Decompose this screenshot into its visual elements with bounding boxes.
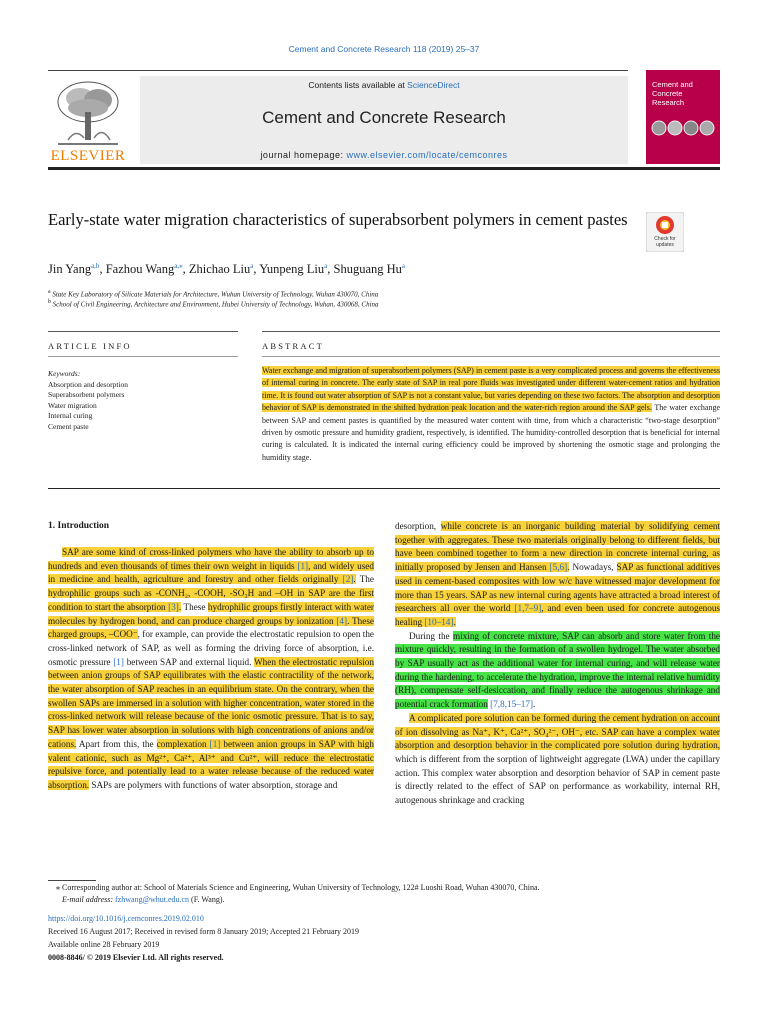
body-text: The (355, 574, 374, 585)
citation-link[interactable]: [1] (113, 656, 124, 667)
contents-line (140, 80, 628, 90)
header-rule (48, 70, 628, 71)
email-suffix: (F. Wang). (189, 895, 225, 904)
copyright-line: 0008-8846/ © 2019 Elsevier Ltd. All rights reserved. (48, 953, 224, 962)
author-name[interactable]: Zhichao Liu (188, 262, 251, 277)
email-label: E-mail address: (62, 895, 114, 904)
highlighted-text: SAP are some kind of cross-linked polymers who have the ability to absorb up to hundreds and even thousands of times their own weight in liquids (48, 547, 374, 571)
highlighted-text: , and widely used in medicine and health, agriculture and forestry and other fields originally (48, 560, 374, 585)
body-text: SAPs are polymers with functions of water absorption, storage and (89, 779, 338, 790)
sciencedirect-link[interactable]: ScienceDirect (407, 80, 460, 90)
intro-paragraph-4 (395, 712, 720, 808)
citation-link[interactable]: [4] (336, 615, 348, 626)
author-affiliation-marker[interactable]: a (250, 262, 254, 270)
cover-title: Cement and Concrete Research (652, 80, 693, 107)
abstract-bottom-rule (48, 488, 720, 489)
author-name[interactable]: Yunpeng Liu (259, 262, 325, 277)
article-title: Early-state water migration characteristics of superabsorbent polymers in cement pastes (48, 210, 628, 229)
journal-homepage (140, 150, 628, 160)
highlighted-text: When the electrostatic repulsion between anion groups of SAP equilibrates with the elastic contractility of the network, the water absorption of SAP reaches in an equilibrium state. On the contrary, when the swollen SAPs are immersed in a solution with higher concentration, water stored in the cross-linked network will release because of the ionic osmotic pressure. That is to say, SAP has lower water absorption in solutions with high concentrations of anions and/or cations. (48, 656, 374, 749)
highlighted-text: . (567, 562, 570, 573)
author-name[interactable]: Jin Yang (48, 262, 92, 277)
highlighted-text: hydrophilic groups such as -CONH₂, -COOH, -SO₃H and –OH in SAP are the first condition to start the absorption (48, 588, 374, 612)
journal-name: Cement and Concrete Research (262, 108, 506, 127)
abstract-highlight: Water exchange and migration of superabsorbent polymers (SAP) in cement paste is a very complicated process and governs the effectiveness of internal curing in concrete. The early state of SAP in real pore fluids was investigated under different water-cement ratios and hydration time. It is found out water absorption of SAP is not a constant value, but varies depending on these two factors. The absorption and desorption behavior of SAP is demonstrated in the shifted hydration peak location and the water-rich region around the SAP gels. (262, 366, 720, 413)
abstract-rule-top (262, 331, 720, 332)
highlighted-text: complexation (156, 738, 210, 749)
abstract-rule-2 (262, 356, 720, 357)
citation-link[interactable]: [1] (209, 738, 221, 749)
cover-images (650, 120, 718, 136)
citation-link[interactable]: [7,8,15–17] (490, 699, 534, 710)
author-affiliation-marker[interactable]: a,⁎ (174, 262, 183, 270)
affiliation-a-text: State Key Laboratory of Silicate Materials for Architecture, Wuhan University of Technology, Wuhan 430070, China (52, 290, 379, 299)
citation-link[interactable]: [3] (168, 601, 179, 612)
article-info-heading: ARTICLE INFO (48, 341, 132, 351)
affiliation-b-marker: b (48, 299, 51, 305)
body-text: desorption, (395, 521, 441, 531)
author-affiliation-marker[interactable]: a,b (91, 262, 100, 270)
intro-paragraph-3 (395, 630, 720, 712)
highlighted-text: between anion groups in SAP with high valent cationic, such as Mg²⁺, Ca²⁺, Al³⁺ and Cu²⁺, will reduce the electrostatic repulsive force, and potentially lead to a water release because of the reduced water absorption. (48, 738, 374, 790)
citation-link[interactable]: [5,6] (549, 562, 568, 573)
author-affiliation-marker[interactable]: a (324, 262, 328, 270)
affiliation-a-marker: a (48, 289, 51, 295)
author-list (48, 262, 405, 277)
highlighted-text: A complicated pore solution can be formed during the cement hydration on account of ion dissolving as Na⁺, K⁺, Ca²⁺, SO₄²⁻, OH⁻, etc. SAP can have a complex water absorption and desorption behavior in the complicated pore solution during hydration, (395, 712, 720, 751)
citation-link[interactable]: [1] (297, 560, 309, 571)
highlighted-text: . These charged groups, –COO⁻ (48, 615, 374, 640)
footnote-rule (48, 880, 96, 881)
section-heading-introduction: 1. Introduction (48, 521, 110, 531)
column-left (48, 546, 374, 793)
keyword-item: Superabsorbent polymers (48, 390, 125, 399)
highlighted-text: mixing of concrete mixture, SAP can absorb and store water from the mixture quickly, resulting in the formation of a swollen hydrogel. The water absorbed by SAP usually act as the additional water for internal curing, and will release water during the hardening, to accelerate the hydration, improve the internal relative humidity (RH), compensate self-desiccation, and finally reduce the autogenous shrinkage and potential crack formation (395, 630, 720, 710)
author-affiliation-marker[interactable]: a (401, 262, 406, 270)
column-right (395, 520, 720, 808)
abstract-heading: ABSTRACT (262, 341, 324, 351)
available-online: Available online 28 February 2019 (48, 940, 160, 949)
intro-paragraph-2 (395, 520, 720, 630)
highlighted-text: SAP as functional additives used in cement-based composites with low w/c have witnessed major development for more than 15 years. SAP as new internal curing agents have attracted a broad interest of researchers all over the world (395, 562, 720, 614)
affiliation-b (48, 299, 379, 308)
author-separator: , (253, 262, 260, 277)
body-text: Apart from this, the (76, 738, 157, 749)
keyword-item: Water migration (48, 400, 97, 410)
highlighted-text: , and even been used for concrete autogenous healing (395, 603, 720, 627)
abstract-rest: The water exchange between SAP and cement pastes is quantified by the measured water content with time, from which a characteristic “two-stage desorption” driven by osmotic pressure and humidity gradient, respectively, is identified. The humidity-controlled desorption that is beneficial for internal curing is calculated. It is indicated the internal curing efficiency could be improved by shortening the osmotic stage and prolonging the humidity stage. (262, 403, 720, 462)
received-dates: Received 16 August 2017; Received in revised form 8 January 2019; Accepted 21 February 2019 (48, 927, 360, 936)
publisher-wordmark[interactable]: ELSEVIER (50, 148, 126, 164)
body-text: , for example, can provide the electrostatic repulsion to open the cross-linked network of SAP, as well as forming the driving force of absorption, i.e. osmotic pressure (48, 629, 374, 667)
article-info-rule (48, 331, 238, 332)
author-name[interactable]: Shuguang Hu (333, 262, 402, 277)
email-line (62, 895, 225, 904)
body-text: These (181, 601, 208, 612)
journal-reference[interactable]: Cement and Concrete Research 118 (2019) 25–37 (288, 44, 480, 54)
check-for-updates-label: Check for updates (654, 236, 676, 248)
keywords-block (48, 369, 238, 432)
author-separator: , (99, 262, 106, 277)
abstract-text (262, 365, 720, 464)
article-info-rule-2 (48, 356, 238, 357)
homepage-link[interactable]: www.elsevier.com/locate/cemconres (346, 150, 508, 160)
intro-paragraph-1 (48, 546, 374, 793)
corresponding-author-note: ⁎ Corresponding author at: School of Materials Science and Engineering, Wuhan University of Technology, 122# Luoshi Road, Wuhan 430070, China. (56, 883, 540, 892)
email-link[interactable]: fzhwang@whut.edu.cn (115, 895, 190, 904)
keywords-label: Keywords: (48, 369, 81, 378)
contents-prefix: Contents lists available at (308, 80, 408, 90)
keyword-item: Internal curing (48, 411, 93, 420)
highlighted-text: hydrophilic groups firstly interact with water molecules by hydrogen bond, and can produce charged groups by ionization (48, 601, 374, 626)
citation-link[interactable]: [10–14] (424, 616, 454, 627)
highlighted-text: . (353, 574, 356, 585)
body-text: between SAP and external liquid. (123, 656, 254, 667)
header-bottom-rule (48, 167, 720, 170)
citation-link[interactable]: [2] (342, 574, 354, 585)
highlighted-text: . (178, 601, 182, 612)
highlighted-text: while concrete is an inorganic building material by solidifying cement together with aggregates. These two materials originally belong to different fields, but have been combined together to form a new direction in concrete internal curing, as initially proposed by Jensen and Hansen (395, 521, 720, 573)
body-text: which is different from the sorption of lightweight aggregate (LWA) under the capillary action. This complex water absorption and desorption behavior of SAP in cement paste is directly related to the effect of SAP on performance as workability, internal RH, autogenous shrinkage and cracking (395, 753, 720, 806)
highlighted-text: . (453, 616, 456, 627)
affiliation-a (48, 289, 378, 298)
affiliation-b-text: School of Civil Engineering, Architecture and Environment, Hubei University of Technology, Wuhan, 430068, China (52, 300, 379, 309)
author-name[interactable]: Fazhou Wang (105, 262, 175, 277)
citation-link[interactable]: [1,7–9] (514, 603, 542, 614)
doi-link[interactable]: https://doi.org/10.1016/j.cemconres.2019.02.010 (48, 914, 204, 923)
keyword-item: Cement paste (48, 421, 89, 431)
body-text: . (533, 699, 536, 710)
homepage-prefix: journal homepage: (260, 150, 347, 160)
keyword-item: Absorption and desorption (48, 379, 128, 389)
body-text: During the (409, 630, 453, 641)
author-separator: , (182, 262, 189, 277)
author-separator: , (327, 262, 334, 277)
body-text: Nowadays, (569, 562, 617, 573)
